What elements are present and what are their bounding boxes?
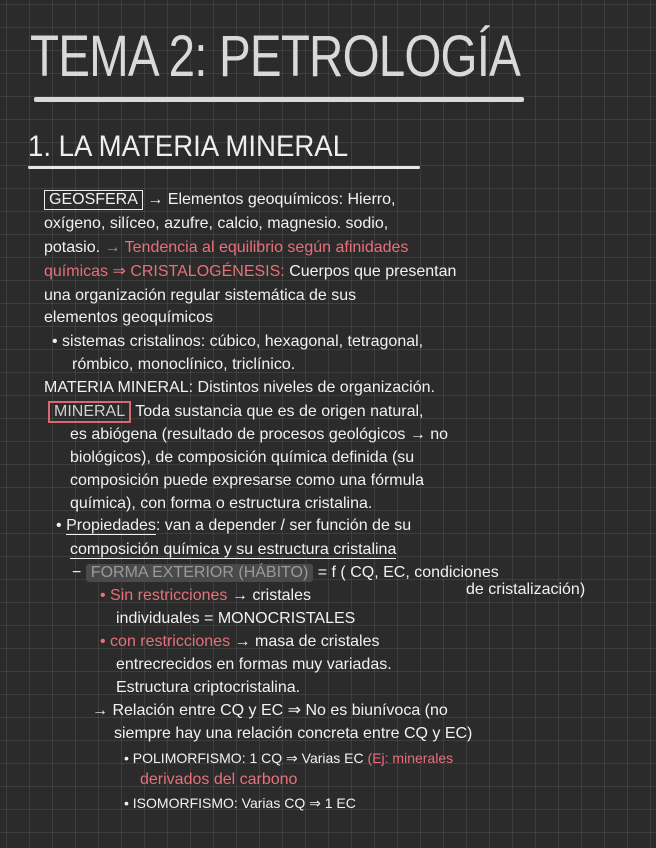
note-line: rómbico, monoclínico, triclínico. (72, 356, 296, 373)
note-line (70, 540, 396, 560)
mineral-box: MINERAL (48, 401, 131, 423)
note-text-red: (Ej: minerales (367, 750, 454, 766)
note-text-red: • con restricciones (100, 633, 231, 650)
note-text-red: → Tendencia al equilibrio según afinidades (104, 239, 409, 256)
note-text: Cuerpos que presentan (289, 263, 457, 280)
note-line: individuales = MONOCRISTALES (116, 610, 356, 627)
note-text: → cristales (231, 587, 311, 604)
note-line: composición puede expresarse como una fórmula (70, 472, 424, 489)
note-line (48, 401, 423, 423)
note-line: • sistemas cristalinos: cúbico, hexagonal, tetragonal, (52, 333, 424, 350)
note-line: entrecrecidos en formas muy variadas. (116, 656, 392, 673)
note-line: Estructura criptocristalina. (116, 679, 301, 696)
bullet: • (56, 517, 62, 534)
note-line (56, 516, 411, 536)
geosfera-box: GEOSFERA (44, 190, 143, 210)
note-line (100, 632, 379, 652)
note-line (44, 238, 408, 258)
note-line (44, 190, 395, 210)
note-line (44, 262, 456, 282)
note-text: → Elementos geoquímicos: Hierro, (147, 191, 396, 208)
note-text: • POLIMORFISMO: 1 CQ ⇒ Varias EC (124, 750, 364, 766)
dash: − (72, 564, 82, 581)
note-line: química), con forma o estructura cristalina. (70, 495, 373, 512)
note-line (100, 586, 311, 606)
note-text: potasio. (44, 239, 101, 256)
page-title: TEMA 2: PETROLOGÍA (30, 24, 521, 89)
note-text: : van a depender / ser función de su (155, 517, 412, 534)
note-line (72, 563, 499, 583)
note-text: Toda sustancia que es de origen natural, (135, 403, 424, 420)
note-text-red: químicas ⇒ CRISTALOGÉNESIS: (44, 263, 285, 280)
note-line: → Relación entre CQ y EC ⇒ No es biunívoca (no (92, 702, 448, 719)
note-text-red: • Sin restricciones (100, 587, 228, 604)
note-line: derivados del carbono (140, 771, 298, 788)
forma-exterior-highlight: FORMA EXTERIOR (HÁBITO) (86, 564, 314, 582)
note-line: biológicos), de composición química definida (su (70, 449, 415, 466)
propiedades-label: Propiedades (66, 517, 156, 534)
note-line: oxígeno, silíceo, azufre, calcio, magnesio. sodio, (44, 215, 389, 232)
note-line: una organización regular sistemática de sus (44, 287, 357, 304)
title-underline (34, 97, 524, 102)
note-line: MATERIA MINERAL: Distintos niveles de organización. (44, 379, 435, 396)
section-underline (28, 166, 420, 169)
section-heading: 1. LA MATERIA MINERAL (28, 130, 349, 163)
note-text: = f ( CQ, EC, condiciones (317, 564, 499, 581)
note-line: siempre hay una relación concreta entre CQ y EC) (114, 725, 473, 742)
note-line: de cristalización) (466, 581, 586, 598)
note-line: es abiógena (resultado de procesos geológicos → no (70, 426, 449, 443)
note-line (124, 748, 453, 768)
note-text: → masa de cristales (234, 633, 380, 650)
note-line: elementos geoquímicos (44, 309, 213, 326)
note-text: composición química y su estructura cristalina (70, 541, 397, 558)
note-line: • ISOMORFISMO: Varias CQ ⇒ 1 EC (124, 795, 356, 811)
